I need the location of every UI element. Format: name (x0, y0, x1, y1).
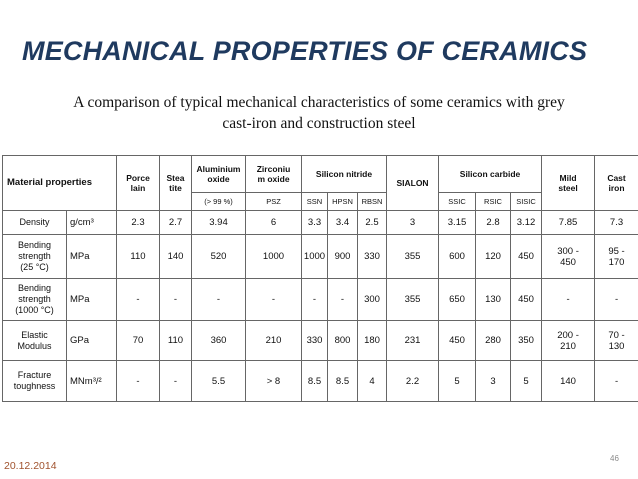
material-properties-header: Material properties (3, 156, 117, 211)
header-row (3, 156, 638, 193)
value-cell: 355 (387, 235, 439, 279)
value-cell: 180 (358, 321, 387, 361)
value-cell: - (117, 361, 160, 402)
page-title: MECHANICAL PROPERTIES OF CERAMICS (22, 36, 588, 66)
value-cell: 900 (328, 235, 358, 279)
value-cell: 120 (476, 235, 511, 279)
property-cell (3, 279, 67, 321)
property-cell (3, 361, 67, 402)
value-cell (595, 235, 638, 279)
property-line: Bending (17, 283, 52, 293)
header-zirconium-oxide: Zirconiu m oxide (246, 156, 302, 193)
value-cell: 6 (246, 211, 302, 235)
header-steatite: Stea tite (160, 156, 192, 211)
value-line: 95 - (608, 245, 625, 257)
value-cell: - (160, 361, 192, 402)
value-cell: 7.85 (542, 211, 595, 235)
unit-cell: MNm³/² (67, 361, 117, 402)
value-line: 170 (608, 256, 625, 268)
value-cell: 600 (439, 235, 476, 279)
header-sialon: SIALON (387, 156, 439, 211)
value-cell: - (595, 361, 638, 402)
value-cell: - (246, 279, 302, 321)
value-line: 210 (560, 340, 576, 352)
value-cell: 4 (358, 361, 387, 402)
value-cell: 3.12 (511, 211, 542, 235)
value-line: 300 - (557, 245, 579, 257)
value-cell: 280 (476, 321, 511, 361)
property-line: strength (18, 251, 51, 261)
value-cell: 2.5 (358, 211, 387, 235)
value-cell: 330 (358, 235, 387, 279)
subheader-rsic: RSIC (476, 193, 511, 211)
unit-cell: g/cm³ (67, 211, 117, 235)
value-cell: 2.7 (160, 211, 192, 235)
header-silicon-carbide: Silicon carbide (439, 156, 542, 193)
value-cell: - (328, 279, 358, 321)
value-cell: 3.3 (302, 211, 328, 235)
subheader-hpsn: HPSN (328, 193, 358, 211)
value-cell: 7.3 (595, 211, 638, 235)
value-cell: 330 (302, 321, 328, 361)
properties-table (2, 155, 638, 402)
value-cell: 110 (117, 235, 160, 279)
value-cell: 2.3 (117, 211, 160, 235)
unit-cell: MPa (67, 279, 117, 321)
subtitle-line: A comparison of typical mechanical characteristics of some ceramics with grey (73, 94, 565, 111)
subheader-sisic: SISIC (511, 193, 542, 211)
subtitle-line: cast-iron and construction steel (222, 115, 416, 132)
property-line: Fracture (17, 370, 52, 380)
property-line: (1000 °C) (15, 305, 54, 315)
value-line: 450 (560, 256, 576, 268)
value-cell: 3.94 (192, 211, 246, 235)
value-cell: 360 (192, 321, 246, 361)
table-row (3, 235, 638, 279)
value-cell: 70 (117, 321, 160, 361)
value-cell: - (160, 279, 192, 321)
value-cell: - (595, 279, 638, 321)
value-cell: 800 (328, 321, 358, 361)
value-cell: 300 (358, 279, 387, 321)
header-mild-steel: Mild steel (542, 156, 595, 211)
value-cell: 2.8 (476, 211, 511, 235)
property-cell (3, 211, 67, 235)
value-cell: 5 (511, 361, 542, 402)
value-cell: 140 (160, 235, 192, 279)
value-cell: - (302, 279, 328, 321)
unit-cell: MPa (67, 235, 117, 279)
value-cell: 130 (476, 279, 511, 321)
value-cell: 5 (439, 361, 476, 402)
value-cell: 450 (511, 235, 542, 279)
property-line: Elastic (21, 329, 48, 340)
value-cell: 350 (511, 321, 542, 361)
value-cell: 210 (246, 321, 302, 361)
value-cell: 8.5 (302, 361, 328, 402)
footer-date: 20.12.2014 (4, 460, 57, 472)
property-line: Density (19, 217, 50, 227)
header-aluminium-oxide: Aluminium oxide (192, 156, 246, 193)
value-cell: 2.2 (387, 361, 439, 402)
table-row (3, 211, 638, 235)
table-row (3, 279, 638, 321)
table-row (3, 321, 638, 361)
value-cell: 3.15 (439, 211, 476, 235)
property-line: strength (18, 294, 51, 304)
value-cell: 1000 (302, 235, 328, 279)
header-porcelain: Porce lain (117, 156, 160, 211)
value-cell: 110 (160, 321, 192, 361)
value-cell: 231 (387, 321, 439, 361)
value-cell: 450 (439, 321, 476, 361)
value-cell: 3.4 (328, 211, 358, 235)
value-cell: - (192, 279, 246, 321)
value-cell: - (117, 279, 160, 321)
value-cell: 3 (476, 361, 511, 402)
unit-cell: GPa (67, 321, 117, 361)
property-line: Modulus (17, 340, 52, 351)
property-cell (3, 321, 67, 361)
value-cell: 140 (542, 361, 595, 402)
value-cell: 650 (439, 279, 476, 321)
value-cell: 1000 (246, 235, 302, 279)
subheader-rbsn: RBSN (358, 193, 387, 211)
value-line: 130 (608, 340, 625, 352)
value-cell (595, 321, 638, 361)
page-number: 46 (610, 454, 619, 463)
subheader-ssic: SSIC (439, 193, 476, 211)
value-cell: > 8 (246, 361, 302, 402)
value-cell: - (542, 279, 595, 321)
value-cell: 3 (387, 211, 439, 235)
value-cell: 355 (387, 279, 439, 321)
subheader-alumina: (> 99 %) (192, 193, 246, 211)
value-cell: 8.5 (328, 361, 358, 402)
property-cell (3, 235, 67, 279)
value-line: 70 - (608, 329, 625, 341)
value-cell: 5.5 (192, 361, 246, 402)
subheader-psz: PSZ (246, 193, 302, 211)
subtitle (30, 92, 608, 134)
value-line: 200 - (557, 329, 579, 341)
subheader-ssn: SSN (302, 193, 328, 211)
value-cell: 520 (192, 235, 246, 279)
value-cell (542, 321, 595, 361)
header-silicon-nitride: Silicon nitride (302, 156, 387, 193)
header-cast-iron: Cast iron (595, 156, 638, 211)
value-cell (542, 235, 595, 279)
value-cell: 450 (511, 279, 542, 321)
table-row (3, 361, 638, 402)
property-line: (25 °C) (20, 262, 49, 272)
property-line: toughness (13, 381, 56, 391)
property-line: Bending (17, 240, 52, 250)
